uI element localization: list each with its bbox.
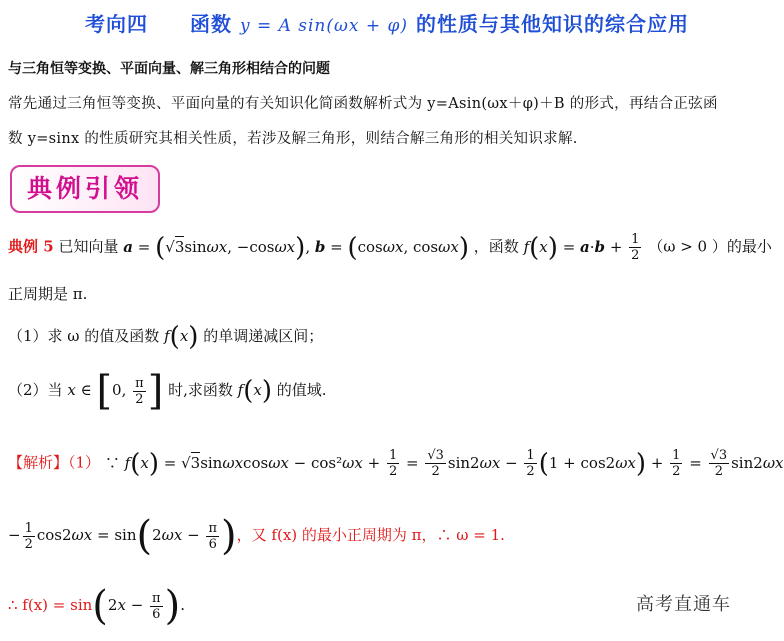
watermark: 高考直通车 bbox=[636, 594, 731, 615]
function-definition: f(x) = a·b + $\frac{1}{2}$ bbox=[523, 232, 640, 263]
page-title bbox=[0, 8, 774, 37]
intro-line-1: 常先通过三角恒等变换、平面向量的有关知识化简函数解析式为 y=Asin(ωx＋φ)＋B 的形式，再结合正弦函 bbox=[8, 96, 718, 112]
example-statement-line-2: 正周期是 π. bbox=[8, 285, 88, 303]
solution-derivation: ∵ f(x) = √3sinωxcosωx − cos²ωx + $\frac{1}{2}$ = $\frac{√3}{2}$ sin2ωx − $\frac{1}{2}$ (1 + cos2ωx) + $\frac{1}{2}$ = $\frac{√3}{2}$ sin2ωx bbox=[104, 448, 784, 479]
solution-label: 【解析】 bbox=[8, 453, 69, 472]
question-1: （1）求 ω 的值及函数 f(x) 的单调递减区间； bbox=[8, 322, 324, 352]
solution-part: （1） bbox=[68, 453, 101, 472]
solution-conclusion: ，又 f(x) 的最小正周期为 π，∴ ω = 1. bbox=[236, 526, 505, 544]
solution-line-1 bbox=[8, 448, 784, 479]
solution-final: ∴ f(x) = sin bbox=[8, 596, 93, 614]
intro-line-2: 数 y=sinx 的性质研究其相关性质，若涉及解三角形，则结合解三角形的相关知识求解. bbox=[8, 131, 578, 147]
q2-text-b: 时,求函数 bbox=[168, 381, 233, 399]
title-suffix: 的性质与其他知识的综合应用 bbox=[416, 12, 690, 36]
q2-text-c: 的值域. bbox=[276, 381, 327, 399]
example-statement bbox=[8, 232, 772, 263]
example-banner bbox=[10, 165, 160, 213]
example-func-text: ，函数 bbox=[473, 237, 519, 256]
q1-text-b: 的单调递减区间； bbox=[203, 327, 324, 345]
q1-text-a: （1）求 ω 的值及函数 bbox=[8, 327, 160, 345]
section-subheading: 与三角恒等变换、平面向量、解三角形相结合的问题 bbox=[8, 61, 330, 77]
solution-line-3: ∴ f(x) = sin(2x − $\frac{\pi}{6}$ ). bbox=[8, 583, 185, 629]
fraction-half: $\frac{1}{2}$ bbox=[631, 232, 640, 263]
vector-a-definition: a = (√3sinωx, −cosωx), b = (cosωx, cosωx) bbox=[123, 232, 469, 263]
example-condition: （ω > 0 ）的最小 bbox=[648, 237, 772, 256]
example-label: 典例 5 bbox=[8, 237, 54, 256]
banner-label: 典例引领 bbox=[26, 174, 143, 203]
fraction-pi-over-2: $\frac{\pi}{2}$ bbox=[135, 375, 144, 407]
title-prefix: 考向四 函数 bbox=[84, 12, 232, 36]
title-formula: y = A sin(ωx + φ) bbox=[239, 16, 409, 36]
solution-line-2: − $\frac{1}{2}$ cos2ωx = sin(2ωx − $\frac{\pi}{6}$ )，又 f(x) 的最小正周期为 π，∴ ω = 1. bbox=[8, 513, 505, 559]
question-2: （2）当 x ∈ [0, $\frac{\pi}{2}$ ] 时,求函数 f(x) 的值域. bbox=[8, 368, 327, 414]
q2-text-a: （2）当 bbox=[8, 381, 63, 399]
example-given: 已知向量 bbox=[58, 237, 119, 256]
